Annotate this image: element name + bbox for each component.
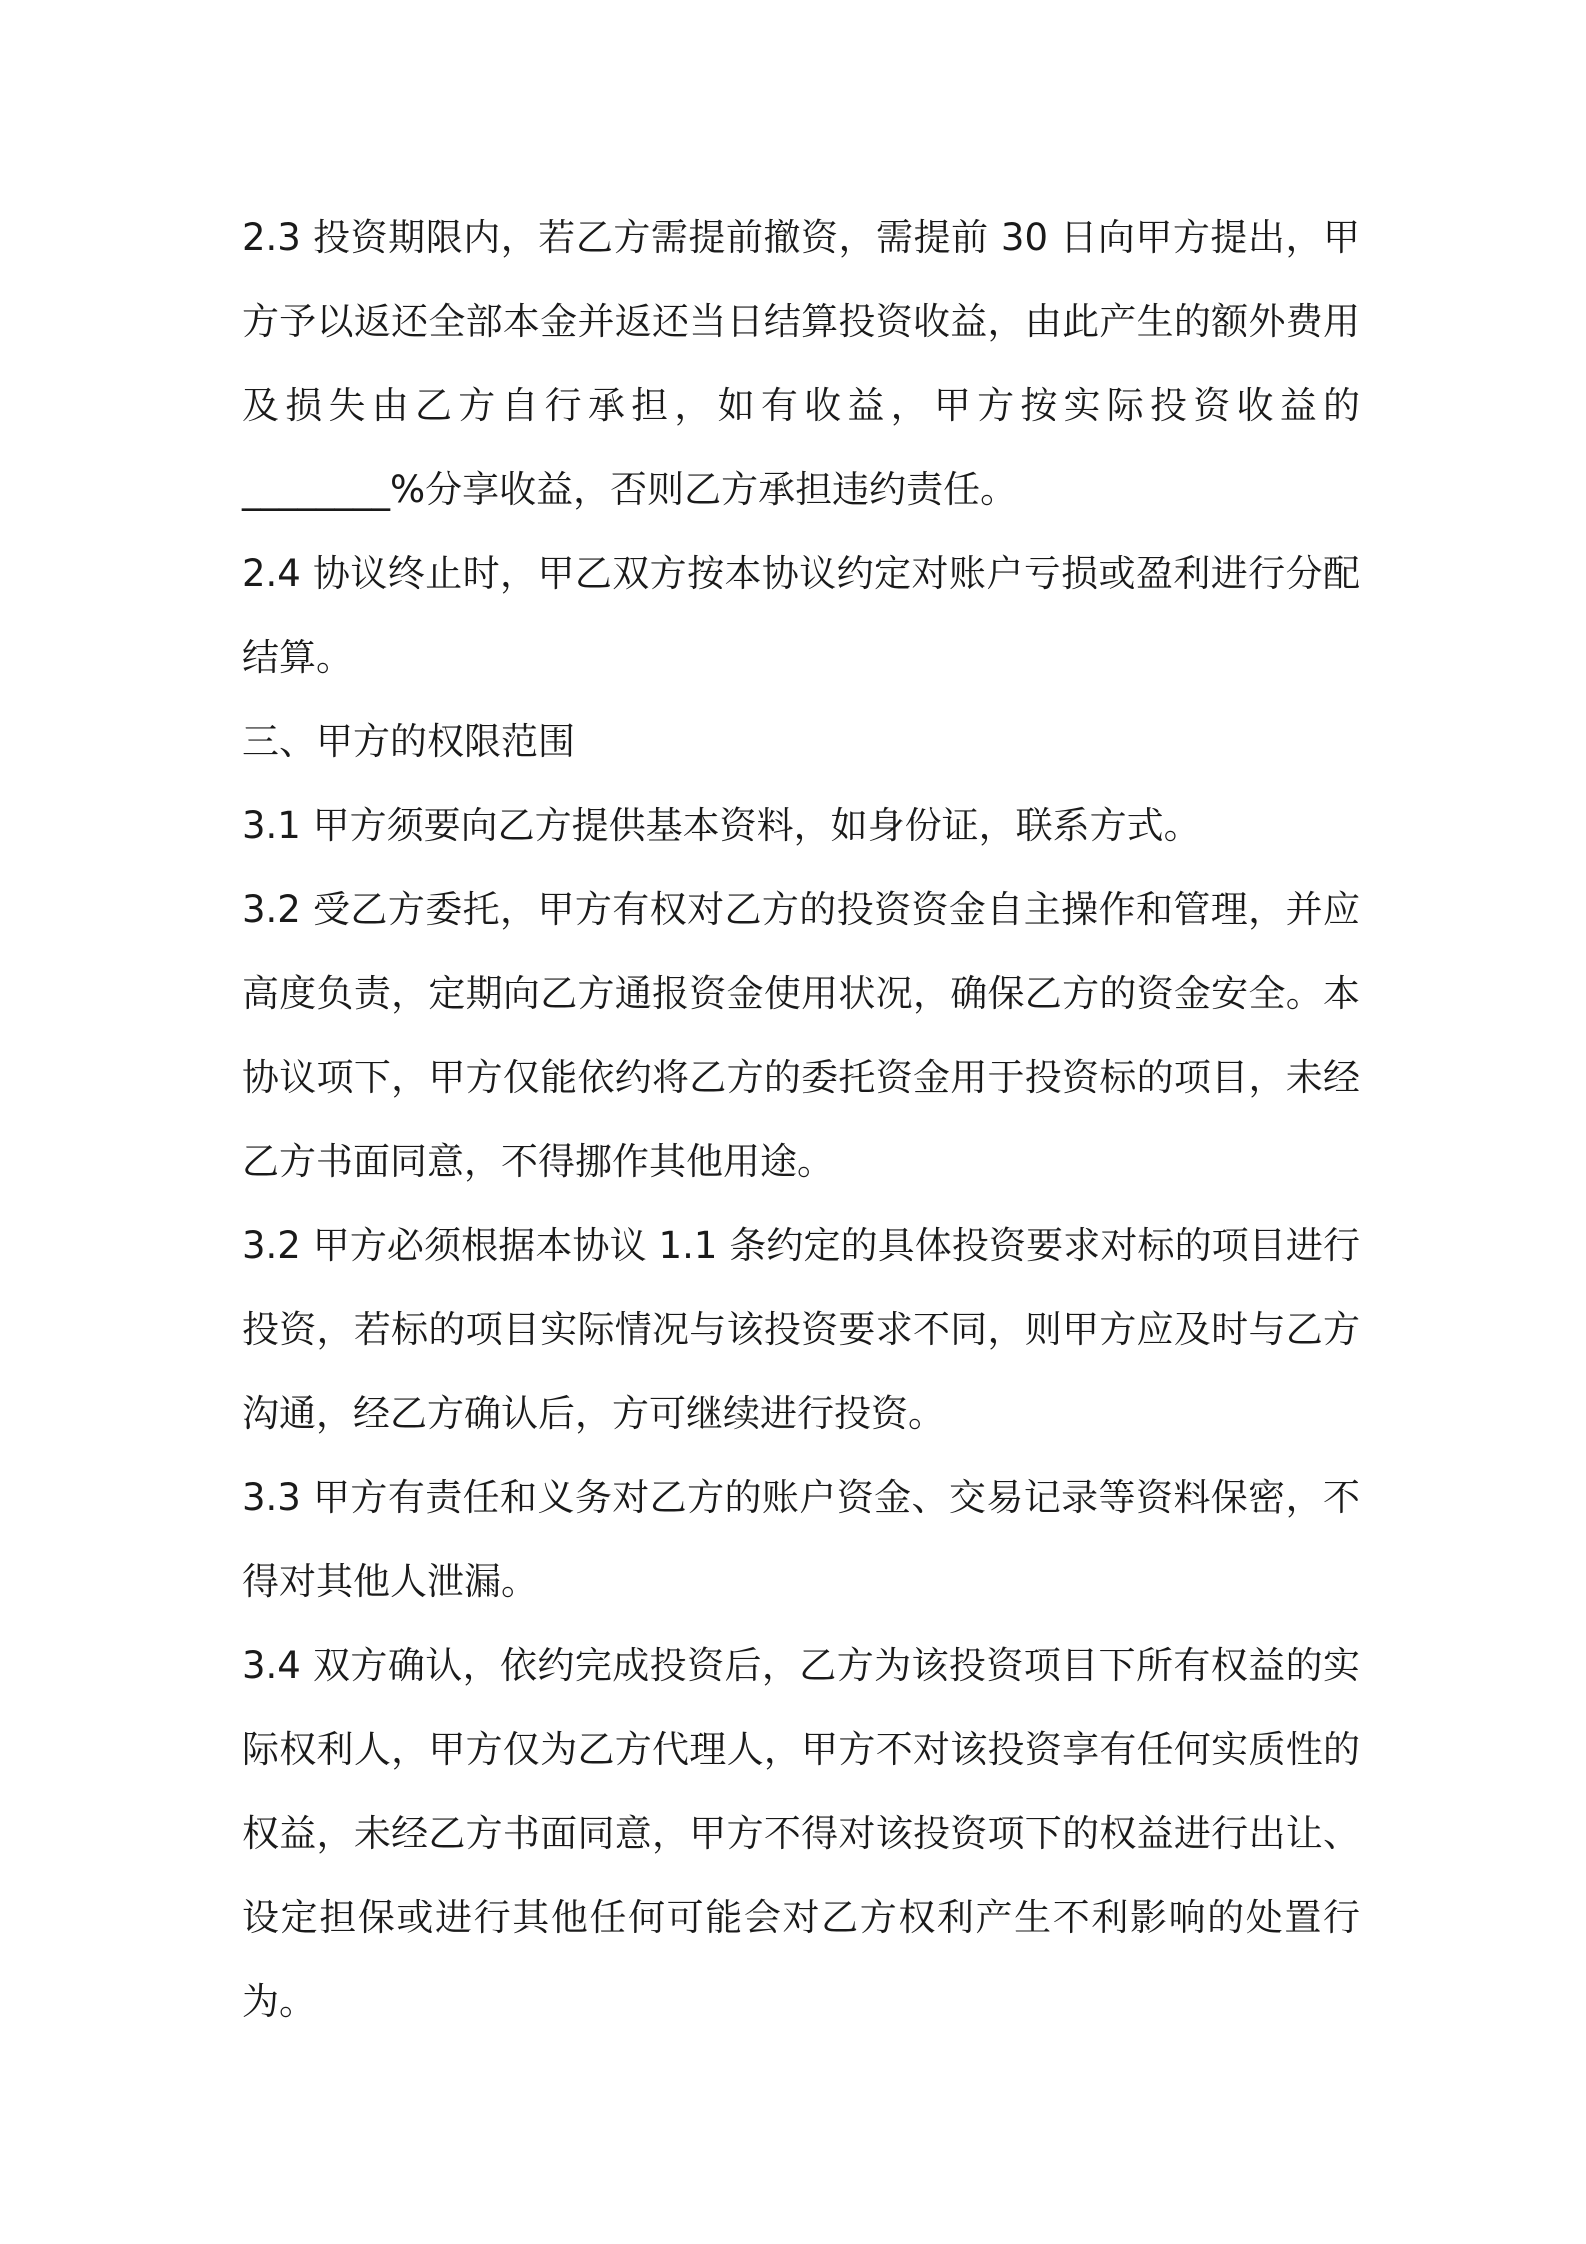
clause-3-2-investment-requirements: 3.2 甲方必须根据本协议 1.1 条约定的具体投资要求对标的项目进行投资，若标的项目实际情况与该投资要求不同，则甲方应及时与乙方沟通，经乙方确认后，方可继续进行投资。: [242, 1224, 1360, 1435]
clause-2-4: 2.4 协议终止时，甲乙双方按本协议约定对账户亏损或盈利进行分配结算。: [242, 552, 1360, 679]
clause-3-2-entrustment: 3.2 受乙方委托，甲方有权对乙方的投资资金自主操作和管理，并应高度负责，定期向乙方通报资金使用状况，确保乙方的资金安全。本协议项下，甲方仅能依约将乙方的委托资金用于投资标的项目，未经乙方书面同意，不得挪作其他用途。: [242, 888, 1360, 1183]
clause-3-1: 3.1 甲方须要向乙方提供基本资料，如身份证，联系方式。: [242, 804, 1201, 847]
clause-2-3: 2.3 投资期限内，若乙方需提前撤资，需提前 30 日向甲方提出，甲方予以返还全部本金并返还当日结算投资收益，由此产生的额外费用及损失由乙方自行承担，如有收益，甲方按实际投资收益的________%分享收益，否则乙方承担违约责任。: [242, 216, 1360, 511]
document-body: [242, 196, 1360, 2044]
clause-3-3: 3.3 甲方有责任和义务对乙方的账户资金、交易记录等资料保密，不得对其他人泄漏。: [242, 1476, 1360, 1603]
section-heading-3: 三、甲方的权限范围: [242, 720, 575, 763]
clause-3-4: 3.4 双方确认，依约完成投资后，乙方为该投资项目下所有权益的实际权利人，甲方仅为乙方代理人，甲方不对该投资享有任何实质性的权益，未经乙方书面同意，甲方不得对该投资项下的权益进行出让、设定担保或进行其他任何可能会对乙方权利产生不利影响的处置行为。: [242, 1644, 1360, 2023]
